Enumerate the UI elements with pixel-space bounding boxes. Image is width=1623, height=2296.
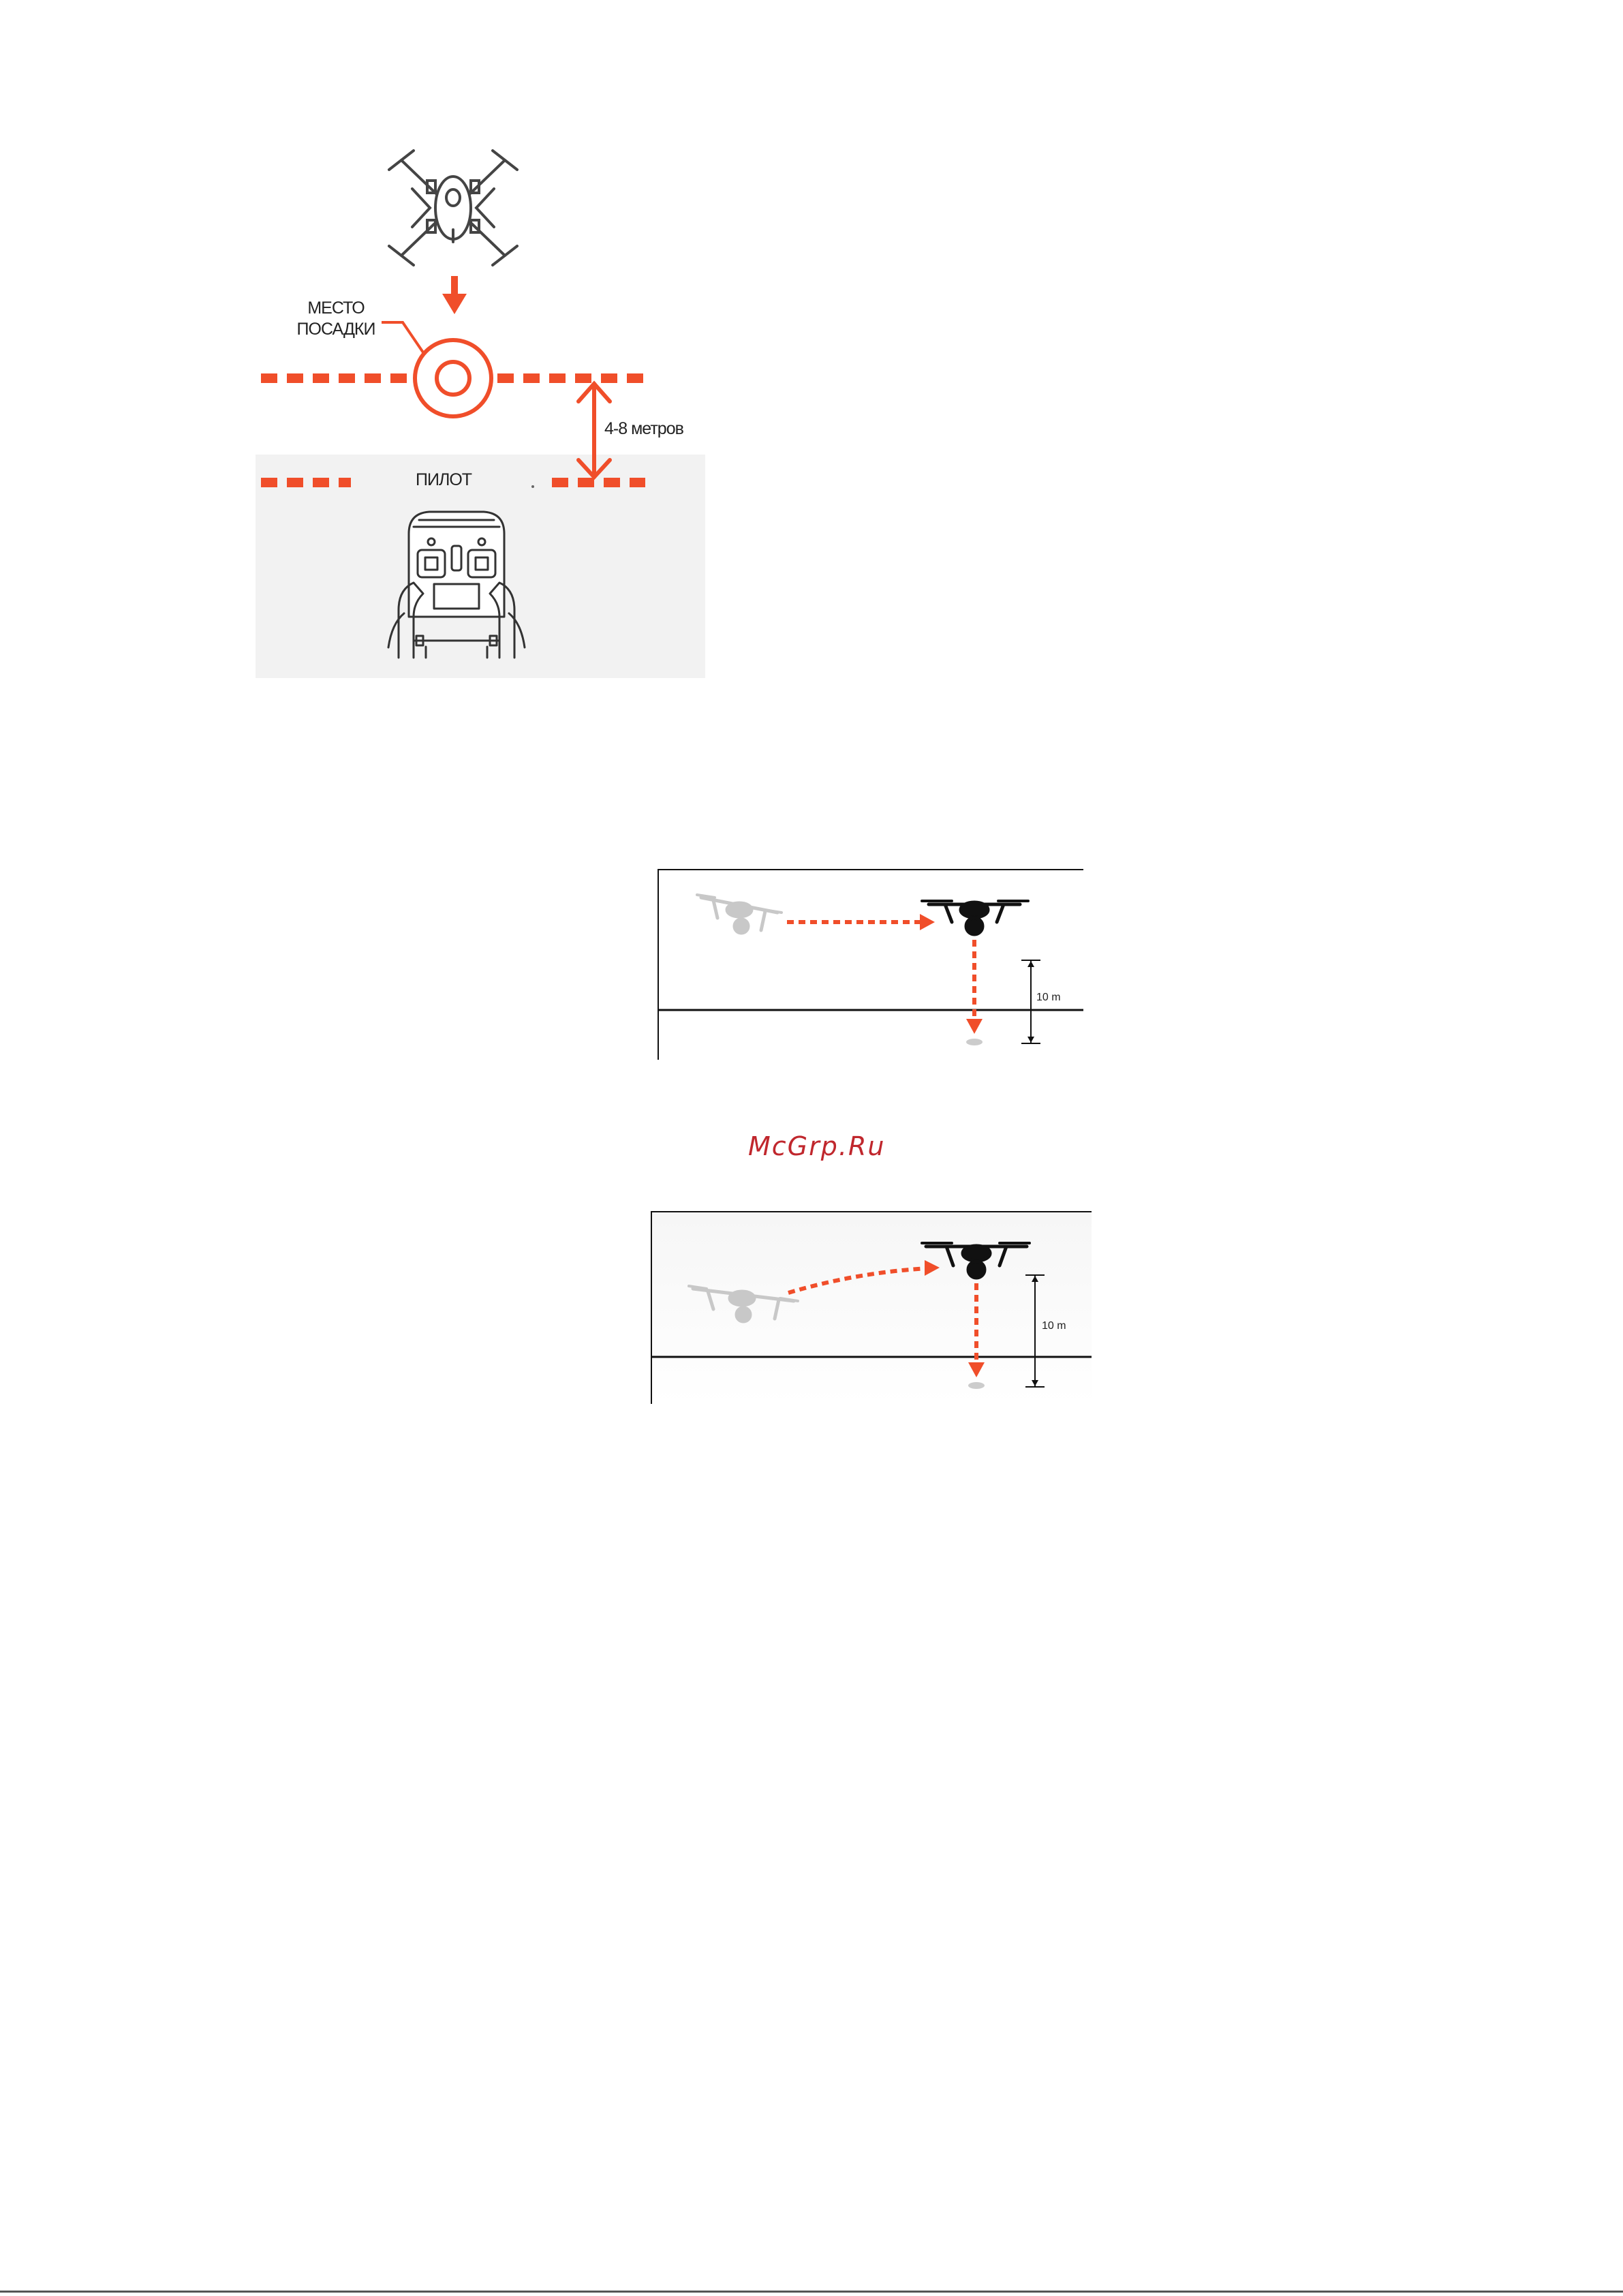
drone-ghost-icon (697, 895, 782, 933)
watermark-text: McGrp.Ru (748, 1131, 886, 1161)
fly-back-arrow (787, 914, 935, 930)
descend-arrow-2 (968, 1283, 985, 1377)
landing-diagram (256, 140, 705, 678)
landing-spot-label: МЕСТО ПОСАДКИ (296, 299, 375, 339)
landing-shadow (966, 1039, 983, 1045)
fly-back-arrow (788, 1260, 940, 1293)
page-bottom-border (0, 2291, 1623, 2293)
return-home-diagram-2 (651, 1211, 1092, 1404)
drone-home-icon (922, 901, 1028, 934)
height-label: 10 m (1042, 1320, 1066, 1332)
descend-arrow-1 (966, 940, 983, 1034)
return-home-diagram-1 (658, 869, 1083, 1060)
pilot-label: ПИЛОТ (416, 470, 472, 489)
drone-home-icon (922, 1243, 1030, 1278)
drone-top-view-icon (389, 151, 517, 265)
small-dot (531, 485, 534, 488)
landing-target-icon (415, 340, 491, 416)
return-home-diagram-2-graphic (652, 1212, 1092, 1404)
distance-label: 4-8 метров (604, 419, 683, 438)
landing-shadow (968, 1382, 985, 1389)
label-leader-line (382, 322, 424, 354)
drone-ghost-icon (689, 1286, 798, 1321)
height-label: 10 m (1036, 992, 1061, 1003)
return-home-diagram-1-graphic (659, 870, 1083, 1060)
descend-arrow (442, 276, 467, 314)
landing-diagram-graphic (256, 140, 705, 678)
